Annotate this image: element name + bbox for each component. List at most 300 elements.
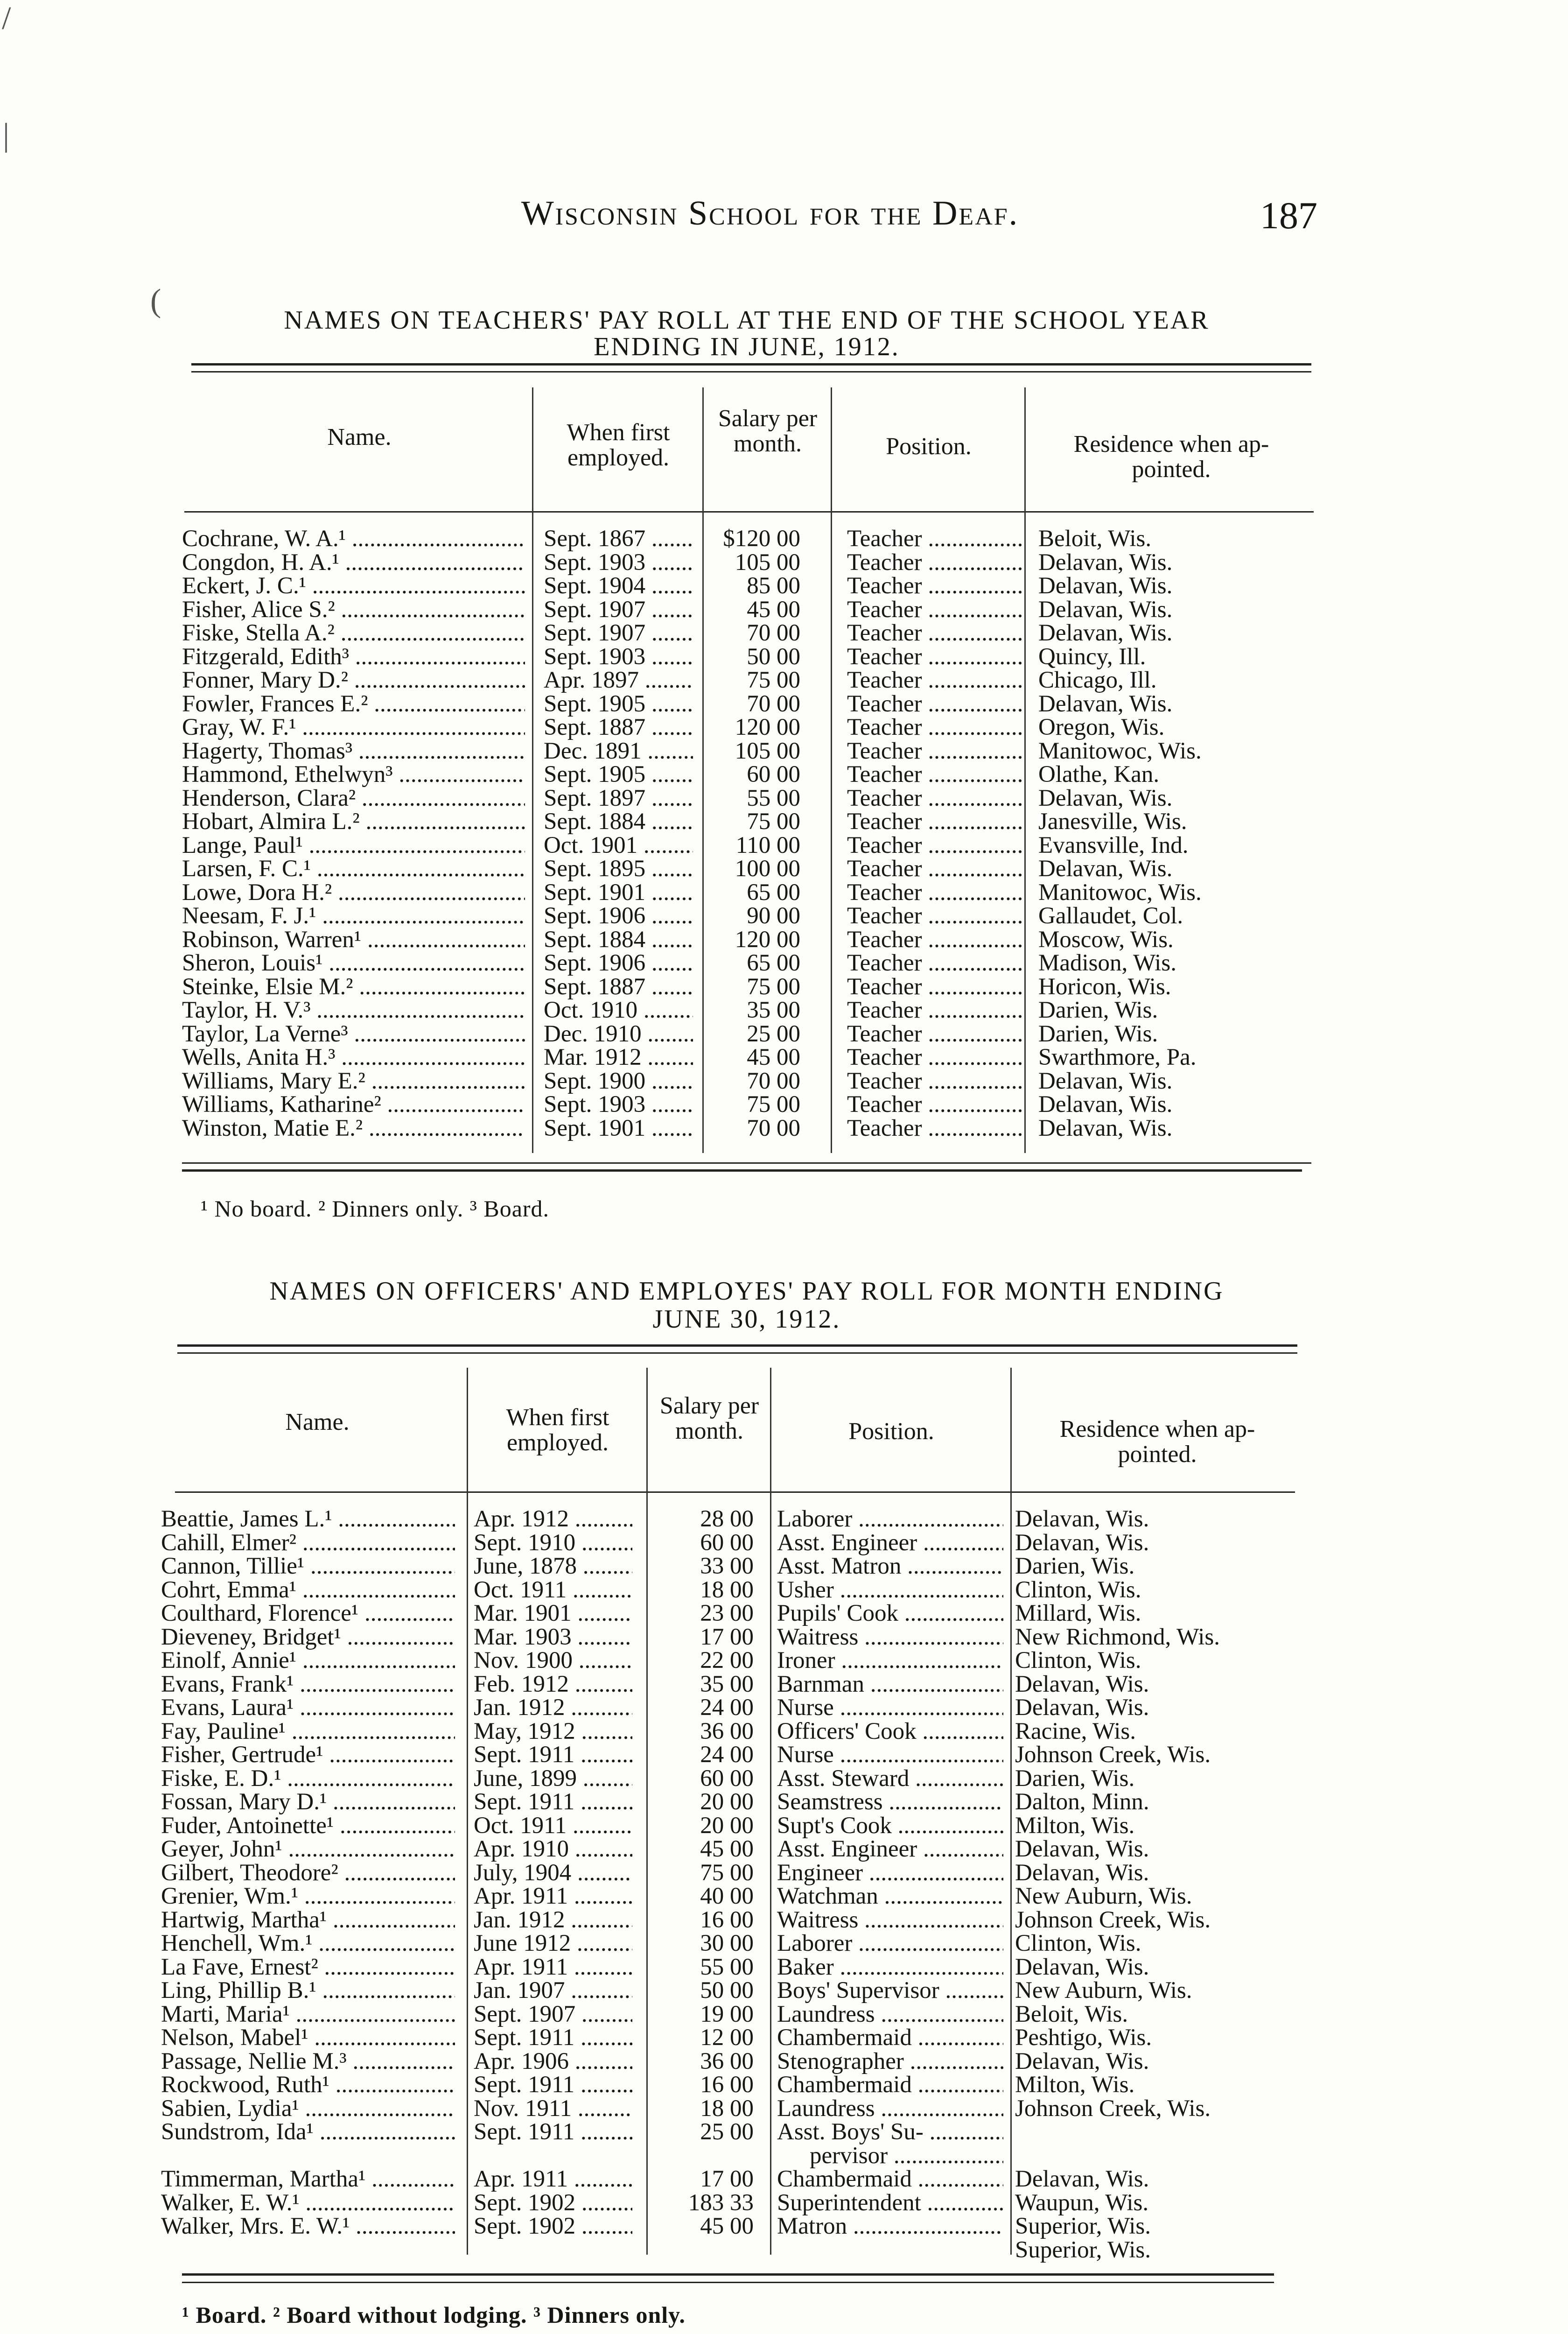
row-salary: 45 00 <box>747 1044 800 1070</box>
row-salary: 18 00 <box>700 1576 754 1603</box>
officers-title-line2: JUNE 30, 1912. <box>652 1305 841 1334</box>
row-name: Neesam, F. J.¹ ..... <box>182 902 525 929</box>
row-residence: Johnson Creek, Wis. <box>1015 1742 1211 1768</box>
row-employed: Sept. 1901 ..... <box>544 1115 693 1142</box>
row-residence: Delavan, Wis. <box>1038 573 1173 599</box>
row-salary: 45 00 <box>747 596 800 623</box>
row-name: Einolf, Annie¹ ..... <box>161 1647 455 1674</box>
row-position: Barnman ..... <box>777 1671 1003 1698</box>
officers-top-rule <box>177 1344 1297 1347</box>
officers-col-residence: Residence when ap- pointed. <box>1059 1416 1255 1468</box>
row-name: Wells, Anita H.³ ..... <box>182 1044 525 1071</box>
row-employed: July, 1904 ..... <box>474 1859 632 1886</box>
row-salary: 70 00 <box>747 1115 800 1141</box>
row-residence: Manitowoc, Wis. <box>1038 738 1202 764</box>
table-row <box>177 525 1316 552</box>
table-row <box>177 785 1316 811</box>
row-position: Watchman ..... <box>777 1883 1003 1910</box>
row-salary: 28 00 <box>700 1506 754 1532</box>
row-employed: Sept. 1906 ..... <box>544 949 693 977</box>
row-salary: 65 00 <box>747 950 800 976</box>
row-employed: Sept. 1895 ..... <box>544 855 693 882</box>
row-position: Teacher ..... <box>847 596 1022 623</box>
row-position: Matron ..... <box>777 2213 1003 2240</box>
table-row <box>177 973 1316 1000</box>
row-name: Walker, Mrs. E. W.¹ ..... <box>161 2213 455 2240</box>
row-position: Teacher ..... <box>847 667 1022 694</box>
row-employed: Jan. 1907 ..... <box>474 1977 632 2004</box>
row-residence: Beloit, Wis. <box>1015 2001 1128 2027</box>
row-name: Marti, Maria¹ ..... <box>161 2001 455 2028</box>
row-residence: Olathe, Kan. <box>1038 761 1160 787</box>
row-name: Sabien, Lydia¹ ..... <box>161 2095 455 2122</box>
scan-margin-mark: | <box>3 117 10 153</box>
row-position: Teacher ..... <box>847 738 1022 765</box>
table-row <box>161 1529 1300 1556</box>
officers-top-rule-2 <box>177 1352 1297 1354</box>
row-residence: Dalton, Minn. <box>1015 1789 1149 1815</box>
row-salary: 18 00 <box>700 2095 754 2122</box>
row-name: Rockwood, Ruth¹ ..... <box>161 2071 455 2098</box>
row-name: Gilbert, Theodore² ..... <box>161 1859 455 1886</box>
row-employed: Nov. 1900 ..... <box>474 1647 632 1674</box>
officers-bottom-rule <box>182 2273 1274 2276</box>
table-row <box>177 1044 1316 1070</box>
row-name: Evans, Frank¹ ..... <box>161 1671 455 1698</box>
row-employed: Sept. 1910 ..... <box>474 1529 632 1556</box>
row-residence: Delavan, Wis. <box>1015 1694 1149 1721</box>
table-row <box>177 949 1316 976</box>
table-row <box>177 1091 1316 1118</box>
teachers-footnote: ¹ No board. ² Dinners only. ³ Board. <box>201 1195 550 1222</box>
table-row <box>177 714 1316 740</box>
row-position: Teacher ..... <box>847 902 1022 929</box>
row-employed: Apr. 1906 ..... <box>474 2048 632 2075</box>
row-name: Sheron, Louis¹ ..... <box>182 949 525 977</box>
teachers-col-position: Position. <box>886 433 972 460</box>
row-residence: Evansville, Ind. <box>1038 832 1189 858</box>
teachers-col-employed: When first employed. <box>567 419 670 471</box>
teachers-title-line2: ENDING IN JUNE, 1912. <box>594 332 900 361</box>
table-row <box>161 1624 1300 1650</box>
row-name: Timmerman, Martha¹ ..... <box>161 2165 455 2193</box>
row-position: Nurse ..... <box>777 1741 1003 1768</box>
row-position: Usher ..... <box>777 1576 1003 1603</box>
row-residence: Moscow, Wis. <box>1038 926 1174 953</box>
table-row <box>161 1647 1300 1673</box>
row-residence: Millard, Wis. <box>1015 1600 1141 1626</box>
teachers-table-body <box>177 525 1316 1141</box>
row-employed: Sept. 1902 ..... <box>474 2213 632 2240</box>
row-name: Grenier, Wm.¹ ..... <box>161 1883 455 1910</box>
row-salary: 20 00 <box>700 1812 754 1839</box>
row-name: Hagerty, Thomas³ ..... <box>182 738 525 765</box>
row-employed: Sept. 1884 ..... <box>544 926 693 953</box>
row-employed: Jan. 1912 ..... <box>474 1694 632 1721</box>
table-row <box>177 855 1316 882</box>
row-position: Teacher ..... <box>847 714 1022 741</box>
row-residence: Clinton, Wis. <box>1015 1647 1141 1673</box>
row-employed: Sept. 1897 ..... <box>544 785 693 812</box>
row-salary: 17 00 <box>700 2166 754 2192</box>
row-salary: 25 00 <box>747 1020 800 1047</box>
table-row <box>161 1718 1300 1744</box>
row-residence: Janesville, Wis. <box>1038 808 1187 835</box>
row-employed: Sept. 1907 ..... <box>474 2001 632 2028</box>
row-salary: 120 00 <box>735 714 800 740</box>
row-salary: 70 00 <box>747 690 800 717</box>
table-row <box>161 1505 1300 1532</box>
row-salary: 33 00 <box>700 1553 754 1579</box>
row-salary: 50 00 <box>700 1977 754 2004</box>
row-salary: 105 00 <box>735 549 800 576</box>
table-row <box>161 1812 1300 1839</box>
row-residence: New Auburn, Wis. <box>1015 1977 1192 2004</box>
row-position: Teacher ..... <box>847 1115 1022 1142</box>
row-salary: 75 00 <box>700 1859 754 1886</box>
table-row <box>161 1883 1300 1909</box>
row-position: Laundress ..... <box>777 2095 1003 2122</box>
row-salary: 36 00 <box>700 2048 754 2074</box>
table-row <box>161 2095 1300 2122</box>
running-head: Wisconsin School for the Deaf. <box>521 194 1019 232</box>
row-residence: Delavan, Wis. <box>1015 1836 1149 1862</box>
row-position: Chambermaid ..... <box>777 2024 1003 2051</box>
table-row <box>161 1977 1300 2004</box>
row-employed: June, 1878 ..... <box>474 1553 632 1580</box>
row-position: Teacher ..... <box>847 1091 1022 1118</box>
row-residence: Horicon, Wis. <box>1038 973 1171 1000</box>
row-employed: Oct. 1901 ..... <box>544 832 693 859</box>
officers-col-name: Name. <box>285 1409 350 1435</box>
row-residence: Chicago, Ill. <box>1038 667 1157 693</box>
row-employed: Sept. 1900 ..... <box>544 1068 693 1095</box>
row-salary: 12 00 <box>700 2025 754 2051</box>
row-salary: 110 00 <box>735 832 800 858</box>
row-name: Fisher, Gertrude¹ ..... <box>161 1741 455 1768</box>
row-employed: Sept. 1911 ..... <box>474 2024 632 2051</box>
row-residence: Delavan, Wis. <box>1015 2048 1149 2074</box>
row-name: Larsen, F. C.¹ ..... <box>182 855 525 882</box>
table-row <box>161 2118 1300 2145</box>
table-row <box>177 879 1316 906</box>
row-employed: Apr. 1910 ..... <box>474 1835 632 1863</box>
row-position: Teacher ..... <box>847 1068 1022 1095</box>
row-position: Teacher ..... <box>847 643 1022 670</box>
row-employed: Feb. 1912 ..... <box>474 1671 632 1698</box>
row-name: Fitzgerald, Edith³ ..... <box>182 643 525 670</box>
row-employed: Sept. 1901 ..... <box>544 879 693 906</box>
row-name: Hartwig, Martha¹ ..... <box>161 1906 455 1933</box>
table-row <box>161 1600 1300 1626</box>
row-position: Nurse ..... <box>777 1694 1003 1721</box>
table-row <box>177 667 1316 693</box>
row-residence: Swarthmore, Pa. <box>1038 1044 1197 1070</box>
row-position: Laborer ..... <box>777 1505 1003 1533</box>
row-employed: Mar. 1912 ..... <box>544 1044 693 1071</box>
row-position: Waitress ..... <box>777 1906 1003 1933</box>
table-row <box>161 2071 1300 2098</box>
row-salary: 100 00 <box>735 856 800 882</box>
row-salary: 55 00 <box>700 1954 754 1980</box>
table-row <box>177 690 1316 717</box>
row-position: Teacher ..... <box>847 949 1022 977</box>
row-name: La Fave, Ernest² ..... <box>161 1954 455 1981</box>
row-residence: Beloit, Wis. <box>1038 526 1152 552</box>
row-name: Hammond, Ethelwyn³ ..... <box>182 761 525 788</box>
teachers-col-name: Name. <box>327 424 392 450</box>
row-employed: Apr. 1911 ..... <box>474 2165 632 2193</box>
teachers-top-rule-2 <box>191 371 1311 373</box>
row-residence: Delavan, Wis. <box>1015 1954 1149 1980</box>
row-employed: Sept. 1905 ..... <box>544 761 693 788</box>
officers-title-line1: NAMES ON OFFICERS' AND EMPLOYES' PAY ROLL FOR MONTH ENDING <box>269 1277 1224 1306</box>
row-employed: Sept. 1907 ..... <box>544 596 693 623</box>
row-salary: 40 00 <box>700 1883 754 1909</box>
row-name: Fuder, Antoinette¹ ..... <box>161 1812 455 1839</box>
row-residence: New Richmond, Wis. <box>1015 1624 1220 1650</box>
row-residence: Delavan, Wis. <box>1015 1506 1149 1532</box>
row-employed: Oct. 1911 ..... <box>474 1812 632 1839</box>
row-name: Lange, Paul¹ ..... <box>182 832 525 859</box>
row-salary: 35 00 <box>700 1671 754 1697</box>
row-employed: Jan. 1912 ..... <box>474 1906 632 1933</box>
row-name: Ling, Phillip B.¹ ..... <box>161 1977 455 2004</box>
row-residence: Delavan, Wis. <box>1038 549 1173 576</box>
row-employed: Dec. 1891 ..... <box>544 738 693 765</box>
row-name: Henchell, Wm.¹ ..... <box>161 1930 455 1957</box>
row-name: Taylor, La Verne³ ..... <box>182 1020 525 1047</box>
row-residence: Delavan, Wis. <box>1038 856 1173 882</box>
row-position: Stenographer ..... <box>777 2048 1003 2075</box>
row-salary: 183 33 <box>688 2189 754 2216</box>
row-position: Asst. Matron ..... <box>777 1553 1003 1580</box>
row-salary: 50 00 <box>747 643 800 670</box>
row-position: Supt's Cook ..... <box>777 1812 1003 1839</box>
table-row <box>177 619 1316 646</box>
row-employed: Sept. 1907 ..... <box>544 619 693 647</box>
row-position: Teacher ..... <box>847 619 1022 647</box>
row-position: Pupils' Cook ..... <box>777 1600 1003 1627</box>
teachers-bottom-rule-2 <box>182 1169 1302 1172</box>
table-row <box>177 997 1316 1023</box>
row-name: Fisher, Alice S.² ..... <box>182 596 525 623</box>
row-residence: New Auburn, Wis. <box>1015 1883 1192 1909</box>
table-row <box>177 808 1316 835</box>
table-row <box>177 1115 1316 1141</box>
row-position: Seamstress ..... <box>777 1788 1003 1815</box>
table-row <box>177 1068 1316 1094</box>
row-name: Beattie, James L.¹ ..... <box>161 1505 455 1533</box>
row-employed: Mar. 1901 ..... <box>474 1600 632 1627</box>
row-residence: Johnson Creek, Wis. <box>1015 1906 1211 1933</box>
row-residence: Delavan, Wis. <box>1038 596 1173 623</box>
row-employed: Mar. 1903 ..... <box>474 1624 632 1651</box>
row-residence: Oregon, Wis. <box>1038 714 1165 740</box>
row-name: Williams, Mary E.² ..... <box>182 1068 525 1095</box>
row-employed: Sept. 1911 ..... <box>474 1788 632 1815</box>
row-name: Fiske, E. D.¹ ..... <box>161 1765 455 1792</box>
row-name: Henderson, Clara² ..... <box>182 785 525 812</box>
row-name: Cannon, Tillie¹ ..... <box>161 1553 455 1580</box>
row-name: Winston, Matie E.² ..... <box>182 1115 525 1142</box>
page-number: 187 <box>1260 194 1317 237</box>
row-employed: Apr. 1912 ..... <box>474 1505 632 1533</box>
table-row <box>161 2048 1300 2074</box>
row-employed: Sept. 1884 ..... <box>544 808 693 835</box>
row-position: Laborer ..... <box>777 1930 1003 1957</box>
row-salary: 105 00 <box>735 738 800 764</box>
table-row <box>161 1859 1300 1886</box>
row-position: Teacher ..... <box>847 525 1022 552</box>
row-residence: Clinton, Wis. <box>1015 1576 1141 1603</box>
row-position: Teacher ..... <box>847 879 1022 906</box>
row-name: Taylor, H. V.³ ..... <box>182 997 525 1024</box>
row-residence: Superior, Wis. <box>1015 2236 1151 2263</box>
officers-col-employed: When first employed. <box>506 1404 609 1456</box>
row-name: Hobart, Almira L.² ..... <box>182 808 525 835</box>
row-name: Cahill, Elmer² ..... <box>161 1529 455 1556</box>
row-position: Officers' Cook ..... <box>777 1718 1003 1745</box>
row-salary: 120 00 <box>735 926 800 953</box>
row-residence: Darien, Wis. <box>1015 1765 1135 1792</box>
table-row <box>161 1765 1300 1792</box>
table-row <box>177 926 1316 953</box>
row-employed: Sept. 1906 ..... <box>544 902 693 929</box>
row-residence: Delavan, Wis. <box>1038 1091 1173 1118</box>
row-name: Fiske, Stella A.² ..... <box>182 619 525 647</box>
row-employed: Sept. 1902 ..... <box>474 2189 632 2216</box>
table-row <box>177 643 1316 670</box>
row-employed: Sept. 1887 ..... <box>544 973 693 1000</box>
row-position: Waitress ..... <box>777 1624 1003 1651</box>
row-salary: 23 00 <box>700 1600 754 1626</box>
table-row <box>161 1788 1300 1815</box>
row-residence: Delavan, Wis. <box>1015 1529 1149 1556</box>
table-row <box>177 549 1316 576</box>
row-position: Laundress ..... <box>777 2001 1003 2028</box>
table-row <box>161 1671 1300 1697</box>
row-position: Teacher ..... <box>847 690 1022 717</box>
row-residence: Delavan, Wis. <box>1038 1115 1173 1141</box>
row-employed: June, 1899 ..... <box>474 1765 632 1792</box>
row-position: Asst. Engineer ..... <box>777 1835 1003 1863</box>
row-salary: 19 00 <box>700 2001 754 2027</box>
officers-col-salary: Salary per month. <box>659 1392 759 1444</box>
row-name: Lowe, Dora H.² ..... <box>182 879 525 906</box>
row-name: Robinson, Warren¹ ..... <box>182 926 525 953</box>
row-residence: Darien, Wis. <box>1038 1020 1158 1047</box>
table-row <box>161 1741 1300 1768</box>
row-residence: Gallaudet, Col. <box>1038 903 1183 929</box>
row-salary: 60 00 <box>700 1765 754 1792</box>
teachers-col-residence: Residence when ap- pointed. <box>1073 431 1269 483</box>
table-row <box>177 572 1316 599</box>
row-salary: 16 00 <box>700 1906 754 1933</box>
row-name: Fay, Pauline¹ ..... <box>161 1718 455 1745</box>
table-row <box>161 2165 1300 2192</box>
row-position: Teacher ..... <box>847 832 1022 859</box>
row-position: Baker ..... <box>777 1954 1003 1981</box>
row-salary: 36 00 <box>700 1718 754 1744</box>
row-name: Geyer, John¹ ..... <box>161 1835 455 1863</box>
officers-header-rule <box>175 1491 1295 1493</box>
teachers-top-rule <box>191 363 1311 366</box>
table-row <box>161 1576 1300 1603</box>
row-salary: 25 00 <box>700 2119 754 2145</box>
row-employed: Sept. 1867 ..... <box>544 525 693 552</box>
row-residence: Delavan, Wis. <box>1038 620 1173 646</box>
row-salary: 75 00 <box>747 667 800 693</box>
row-salary: 70 00 <box>747 620 800 646</box>
row-employed: June 1912 ..... <box>474 1930 632 1957</box>
row-name: Fowler, Frances E.² ..... <box>182 690 525 717</box>
row-residence: Waupun, Wis. <box>1015 2189 1149 2216</box>
row-salary: 75 00 <box>747 973 800 1000</box>
row-salary: 75 00 <box>747 1091 800 1118</box>
row-position: Asst. Boys' Su- ..... <box>777 2118 1003 2145</box>
row-name: Walker, E. W.¹ ..... <box>161 2189 455 2216</box>
row-residence: Quincy, Ill. <box>1038 643 1146 670</box>
row-residence: Delavan, Wis. <box>1038 1068 1173 1094</box>
row-name: Steinke, Elsie M.² ..... <box>182 973 525 1000</box>
row-salary: 60 00 <box>700 1529 754 1556</box>
row-residence: Milton, Wis. <box>1015 2072 1135 2098</box>
row-residence: Racine, Wis. <box>1015 1718 1136 1744</box>
row-employed: Sept. 1903 ..... <box>544 1091 693 1118</box>
row-salary: 24 00 <box>700 1742 754 1768</box>
row-residence: Delavan, Wis. <box>1038 690 1173 717</box>
row-name: Sundstrom, Ida¹ ..... <box>161 2118 455 2145</box>
row-position: Teacher ..... <box>847 808 1022 835</box>
table-row <box>177 761 1316 787</box>
row-employed: Sept. 1903 ..... <box>544 549 693 576</box>
table-row <box>161 1694 1300 1721</box>
row-salary: 70 00 <box>747 1068 800 1094</box>
row-name: Eckert, J. C.¹ ..... <box>182 572 525 599</box>
row-employed: Sept. 1911 ..... <box>474 2071 632 2098</box>
officers-footnote: ¹ Board. ² Board without lodging. ³ Dinners only. <box>182 2302 686 2328</box>
row-position: Teacher ..... <box>847 997 1022 1024</box>
row-name: Evans, Laura¹ ..... <box>161 1694 455 1721</box>
table-row <box>161 2024 1300 2051</box>
row-residence: Delavan, Wis. <box>1015 1671 1149 1697</box>
row-name: Williams, Katharine² ..... <box>182 1091 525 1118</box>
row-residence: Darien, Wis. <box>1015 1553 1135 1579</box>
row-salary: 17 00 <box>700 1624 754 1650</box>
row-residence: Manitowoc, Wis. <box>1038 879 1202 906</box>
row-salary: 75 00 <box>747 808 800 835</box>
table-row-continuation <box>161 2142 1300 2169</box>
officers-table-body <box>161 1505 1300 2262</box>
row-position: Asst. Steward ..... <box>777 1765 1003 1792</box>
table-row <box>161 1930 1300 1956</box>
row-name: Congdon, H. A.¹ ..... <box>182 549 525 576</box>
row-name: Nelson, Mabel¹ ..... <box>161 2024 455 2051</box>
row-name: Fonner, Mary D.² ..... <box>182 667 525 694</box>
row-employed: Oct. 1911 ..... <box>474 1576 632 1603</box>
row-employed: Dec. 1910 ..... <box>544 1020 693 1047</box>
row-position: Chambermaid ..... <box>777 2071 1003 2098</box>
row-employed: Apr. 1897 ..... <box>544 667 693 694</box>
table-row <box>177 1020 1316 1047</box>
table-row <box>177 832 1316 858</box>
row-employed: Sept. 1905 ..... <box>544 690 693 717</box>
teachers-header-rule <box>184 511 1314 513</box>
row-salary: 45 00 <box>700 2213 754 2239</box>
row-residence: Madison, Wis. <box>1038 950 1176 976</box>
row-employed: Oct. 1910 ..... <box>544 997 693 1024</box>
